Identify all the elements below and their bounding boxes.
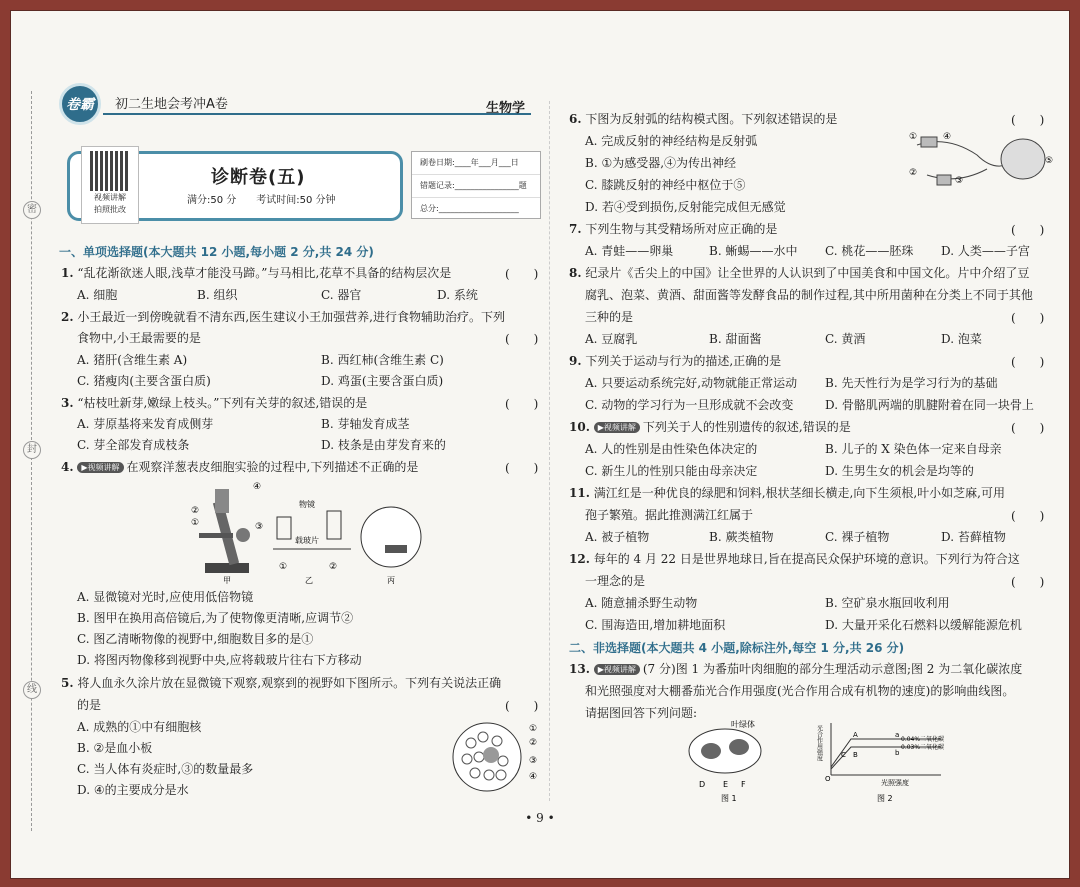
svg-text:O: O <box>825 775 831 783</box>
answer-paren-3: ( ) <box>505 397 539 411</box>
svg-text:a: a <box>895 731 900 739</box>
label-slide: 载玻片 <box>295 536 319 545</box>
q1-option-a: A. 细胞 <box>77 288 118 302</box>
q11-option-c: C. 裸子植物 <box>825 530 890 544</box>
binding-char-feng: 封 <box>23 441 41 459</box>
q8-option-a: A. 豆腐乳 <box>585 332 638 346</box>
axis-x-label: 光照强度 <box>881 779 909 787</box>
q1-option-b: B. 组织 <box>197 288 238 302</box>
reflex-arc-figure <box>907 125 1057 195</box>
question-9: 9. 下列关于运动与行为的描述,正确的是 <box>569 354 782 368</box>
answer-paren-5: ( ) <box>505 699 539 713</box>
question-4: 4. ▶视频讲解 在观察洋葱表皮细胞实验的过程中,下列描述不正确的是 <box>61 460 419 474</box>
qr-icon <box>90 151 130 191</box>
svg-text:①: ① <box>529 724 538 734</box>
svg-text:A: A <box>853 731 858 739</box>
qr-label-photo: 拍照批改 <box>94 205 126 214</box>
figure-1-caption: 图 1 <box>721 794 737 803</box>
question-2: 2. 小王最近一到傍晚就看不清东西,医生建议小王加强营养,进行食物辅助治疗。下列 <box>61 310 505 324</box>
svg-text:②: ② <box>329 562 338 572</box>
q2-option-c: C. 猪瘦肉(主要含蛋白质) <box>77 374 211 388</box>
figure-label-jia: 甲 <box>223 576 231 585</box>
header-subject: 生物学 <box>485 101 525 116</box>
page-number: • 9 • <box>525 811 555 825</box>
label-chloroplast: 叶绿体 <box>731 720 755 729</box>
question-12-line2: 一理念的是 <box>585 574 646 588</box>
record-errors: 错题记录:________________题 <box>412 175 540 198</box>
answer-paren-11: ( ) <box>1011 509 1045 523</box>
svg-text:B: B <box>853 751 858 759</box>
photosynthesis-chart <box>816 723 945 803</box>
answer-paren-7: ( ) <box>1011 223 1045 237</box>
axis-y-label: 光合作用强度 <box>815 725 823 761</box>
q9-option-b: B. 先天性行为是学习行为的基础 <box>825 376 998 390</box>
svg-text:F: F <box>741 780 746 789</box>
svg-text:②: ② <box>529 738 538 748</box>
question-5: 5. 将人血永久涂片放在显微镜下观察,观察到的视野如下图所示。下列有关说法正确 <box>61 676 502 690</box>
q10-option-d: D. 生男生女的机会是均等的 <box>825 464 974 478</box>
q6-option-b: B. ①为感受器,④为传出神经 <box>585 156 737 170</box>
question-2-line2: 食物中,小王最需要的是 <box>77 331 201 345</box>
field-of-view-drawing <box>361 507 421 567</box>
figure-label-bing: 丙 <box>387 576 395 585</box>
q11-option-d: D. 苔藓植物 <box>941 530 1006 544</box>
answer-paren-8: ( ) <box>1011 311 1045 325</box>
q6-option-a: A. 完成反射的神经结构是反射弧 <box>585 134 758 148</box>
q9-option-c: C. 动物的学习行为一旦形成就不会改变 <box>585 398 794 412</box>
q7-option-a: A. 青蛙——卵巢 <box>585 244 674 258</box>
q12-option-c: C. 围海造田,增加耕地面积 <box>585 618 726 632</box>
answer-paren-4: ( ) <box>505 461 539 475</box>
q5-option-a: A. 成熟的①中有细胞核 <box>77 720 202 734</box>
microscope-figure <box>187 479 427 585</box>
exam-title: 诊断卷(五) <box>211 167 306 188</box>
q3-option-d: D. 枝条是由芽发育来的 <box>321 438 446 452</box>
record-box <box>411 151 541 219</box>
figure-2-caption: 图 2 <box>877 794 893 803</box>
svg-text:E: E <box>723 780 729 789</box>
question-5-line2: 的是 <box>77 698 102 712</box>
q3-option-a: A. 芽原基将来发育成侧芽 <box>77 417 214 431</box>
q5-option-c: C. 当人体有炎症时,③的数量最多 <box>77 762 254 776</box>
leaf-cell-drawing <box>689 719 761 803</box>
svg-text:③: ③ <box>529 756 538 766</box>
question-1: 1. “乱花渐欲迷人眼,浅草才能没马蹄。”与马相比,花草不具备的结构层次是 <box>61 266 452 280</box>
q6-option-c: C. 膝跳反射的神经中枢位于⑤ <box>585 178 746 192</box>
section-2-heading: 二、非选择题(本大题共 4 小题,除标注外,每空 1 分,共 26 分) <box>569 641 905 655</box>
page-divider <box>549 101 550 801</box>
answer-paren-6: ( ) <box>1011 113 1045 127</box>
question-11: 11. 满江红是一种优良的绿肥和饲料,根状茎细长横走,向下生须根,叶小如芝麻,可用 <box>569 486 1005 500</box>
question-8-line2: 腐乳、泡菜、黄酒、甜面酱等发酵食品的制作过程,其中所用菌种在分类上不同于其他 <box>585 288 1033 302</box>
svg-text:④: ④ <box>529 772 538 782</box>
label-objective: 物镜 <box>299 500 315 509</box>
question-11-line2: 孢子繁殖。据此推测满江红属于 <box>585 508 754 522</box>
question-12: 12. 每年的 4 月 22 日是世界地球日,旨在提高民众保护环境的意识。下列行为符合这 <box>569 552 1020 566</box>
binding-char-xian: 线 <box>23 681 41 699</box>
qr-code[interactable] <box>81 146 139 224</box>
q12-option-a: A. 随意捕杀野生动物 <box>585 596 698 610</box>
svg-text:C: C <box>841 751 846 759</box>
q5-option-b: B. ②是血小板 <box>77 741 153 755</box>
label-co2-003: 0.03%二氧化碳 <box>901 744 945 751</box>
record-score: 总分:____________________ <box>420 204 519 213</box>
q1-option-c: C. 器官 <box>321 288 362 302</box>
question-6: 6. 下图为反射弧的结构模式图。下列叙述错误的是 <box>569 112 838 126</box>
question-13-line3: 请据图回答下列问题: <box>585 706 698 720</box>
q1-option-d: D. 系统 <box>437 288 478 302</box>
q12-option-b: B. 空矿泉水瓶回收利用 <box>825 596 950 610</box>
page-header <box>59 83 529 123</box>
header-title: 初二生地会考冲A卷 <box>115 97 228 112</box>
figure-label-yi: 乙 <box>305 576 313 585</box>
photosynthesis-figure <box>681 717 951 803</box>
q8-option-b: B. 甜面酱 <box>709 332 762 346</box>
q4-option-c: C. 图乙清晰物像的视野中,细胞数目多的是① <box>77 632 314 646</box>
q10-option-a: A. 人的性别是由性染色体决定的 <box>585 442 758 456</box>
answer-paren-1: ( ) <box>505 267 539 281</box>
exam-paper <box>10 10 1070 879</box>
svg-text:③: ③ <box>955 176 964 186</box>
question-3: 3. “枯枝吐新芽,嫩绿上枝头。”下列有关芽的叙述,错误的是 <box>61 396 368 410</box>
video-tag[interactable]: ▶视频讲解 <box>594 664 640 675</box>
microscope-drawing <box>191 482 263 573</box>
q3-option-b: B. 芽轴发育成茎 <box>321 417 410 431</box>
answer-paren-9: ( ) <box>1011 355 1045 369</box>
svg-text:⑤: ⑤ <box>1045 156 1054 166</box>
binding-char-mi: 密 <box>23 201 41 219</box>
blood-smear-figure <box>447 717 547 797</box>
q12-option-d: D. 大量开采化石燃料以缓解能源危机 <box>825 618 1022 632</box>
q3-option-c: C. 芽全部发育成枝条 <box>77 438 190 452</box>
objective-lens-drawing <box>273 499 351 572</box>
answer-paren-2: ( ) <box>505 332 539 346</box>
video-tag[interactable]: ▶视频讲解 <box>77 462 123 473</box>
q4-option-b: B. 图甲在换用高倍镜后,为了使物像更清晰,应调节② <box>77 611 354 625</box>
q9-option-a: A. 只要运动系统完好,动物就能正常运动 <box>585 376 798 390</box>
q8-option-c: C. 黄酒 <box>825 332 866 346</box>
left-page <box>11 11 551 878</box>
svg-text:④: ④ <box>253 482 262 492</box>
svg-text:②: ② <box>909 168 918 178</box>
q4-option-d: D. 将图丙物像移到视野中央,应将载玻片往右下方移动 <box>77 653 362 667</box>
q8-option-d: D. 泡菜 <box>941 332 982 346</box>
svg-text:②: ② <box>191 506 200 516</box>
answer-paren-12: ( ) <box>1011 575 1045 589</box>
q2-option-d: D. 鸡蛋(主要含蛋白质) <box>321 374 444 388</box>
brand-logo: 卷霸 <box>59 83 101 125</box>
q7-option-b: B. 蜥蜴——水中 <box>709 244 798 258</box>
svg-text:①: ① <box>279 562 288 572</box>
q11-option-b: B. 蕨类植物 <box>709 530 774 544</box>
q2-option-b: B. 西红柿(含维生素 C) <box>321 353 444 367</box>
question-8-line3: 三种的是 <box>585 310 634 324</box>
q10-option-c: C. 新生儿的性别只能由母亲决定 <box>585 464 758 478</box>
label-co2-004: 0.04%二氧化碳 <box>901 736 945 743</box>
section-1-heading: 一、单项选择题(本大题共 12 小题,每小题 2 分,共 24 分) <box>59 245 374 259</box>
q7-option-c: C. 桃花——胚珠 <box>825 244 914 258</box>
header-rule <box>103 113 531 115</box>
question-13: 13. ▶视频讲解 (7 分)图 1 为番茄叶肉细胞的部分生理活动示意图;图 2 为二氧化碳浓度 <box>569 662 1023 676</box>
question-13-line2: 和光照强度对大棚番茄光合作用强度(光合作用合成有机物的速度)的影响曲线图。 <box>585 684 1015 698</box>
q5-option-d: D. ④的主要成分是水 <box>77 783 189 797</box>
svg-text:D: D <box>699 780 706 789</box>
q4-option-a: A. 显微镜对光时,应使用低倍物镜 <box>77 590 254 604</box>
answer-paren-10: ( ) <box>1011 421 1045 435</box>
q2-option-a: A. 猪肝(含维生素 A) <box>77 353 188 367</box>
svg-text:①: ① <box>909 132 918 142</box>
svg-text:④: ④ <box>943 132 952 142</box>
svg-text:③: ③ <box>255 522 264 532</box>
q10-option-b: B. 儿子的 X 染色体一定来自母亲 <box>825 442 1002 456</box>
video-tag[interactable]: ▶视频讲解 <box>594 422 640 433</box>
question-7: 7. 下列生物与其受精场所对应正确的是 <box>569 222 778 236</box>
right-page <box>551 11 1069 878</box>
question-8: 8. 纪录片《舌尖上的中国》让全世界的人认识到了中国美食和中国文化。片中介绍了豆 <box>569 266 1030 280</box>
q11-option-a: A. 被子植物 <box>585 530 650 544</box>
svg-text:①: ① <box>191 518 200 528</box>
q9-option-d: D. 骨骼肌两端的肌腱附着在同一块骨上 <box>825 398 1034 412</box>
q6-option-d: D. 若④受到损伤,反射能完成但无感觉 <box>585 200 786 214</box>
svg-text:b: b <box>895 749 900 757</box>
q7-option-d: D. 人类——子宫 <box>941 244 1030 258</box>
record-date: 刷卷日期:____年___月___日 <box>412 152 540 175</box>
exam-meta: 满分:50 分 考试时间:50 分钟 <box>187 195 336 206</box>
question-10: 10. ▶视频讲解 下列关于人的性别遗传的叙述,错误的是 <box>569 420 851 434</box>
qr-label-video: 视频讲解 <box>94 193 126 202</box>
